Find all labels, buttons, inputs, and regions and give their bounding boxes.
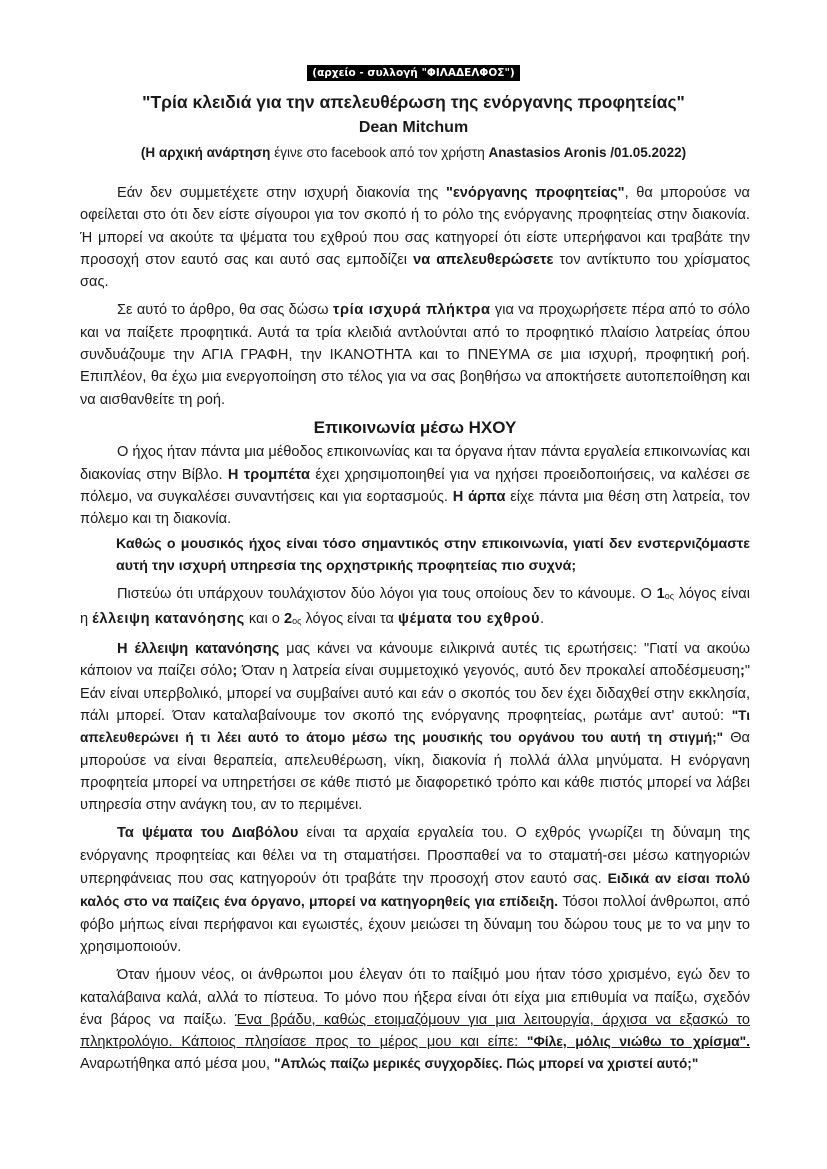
paragraph-5: [80, 638, 750, 816]
archive-label: [0, 63, 827, 81]
text-run: Τόσοι πολλοί άνθρωποι, από φόβο μήπως είναι περήφανοι και εγωιστές, έχουν μειώσει τη δύναμη του δώρου τους με το να μην το χρησιμοποιούν.: [80, 894, 751, 955]
text-run-bold: Τα ψέματα του Διαβόλου: [117, 825, 299, 842]
text-run-bold: να απελευθερώσετε: [413, 251, 554, 268]
source-line: [0, 145, 827, 160]
text-run-underlined: Ένα βράδυ, καθώς ετοιμαζόμουν για μια λειτουργία, άρχισα να εξασκώ το πληκτρολόγιο. Κάποιος πλησίασε προς το μέρος μου και είπε:: [80, 1011, 750, 1051]
text-run: τον αντίκτυπο του χρίσματος σας.: [80, 251, 750, 291]
text-run-bold: "Απλώς παίζω μερικές συγχορδίες. Πώς μπορεί να χριστεί αυτό;": [274, 1056, 699, 1072]
text-run-bold: ;: [232, 663, 238, 680]
text-run: Εάν δεν συμμετέχετε στην ισχυρή διακονία της: [117, 185, 446, 201]
text-run-bold: ψέματα του εχθρού: [398, 610, 541, 627]
text-run-bold: Η έλλειψη κατανόησης: [117, 641, 280, 658]
text-run: Θα μπορούσε να είναι θεραπεία, απελευθέρωση, νίκη, διακονία ή πολλά άλλα μηνύματα. Η ενόργανη προφητεία μπορεί να υπηρετήσει σε κάθε πιστό με διαφορετικό τρόπο και κάθε πιστός μπορεί να λάβει υπηρεσία στην ανάγκη του, αν το περιμένει.: [80, 730, 750, 814]
text-run-bold: "Τι απελευθερώνει ή τι λέει αυτό το άτομο μέσω της μουσικής του οργάνου του αυτή τη στιγμή;": [80, 707, 750, 746]
text-run: λόγος είναι η: [80, 586, 750, 627]
text-run: Σε αυτό το άρθρο, θα σας δώσω: [117, 302, 333, 319]
paragraph-2: [80, 299, 750, 410]
source-part: έγινε στο facebook από τον χρήστη: [270, 145, 489, 160]
text-run: Όταν ήμουν νέος, οι άνθρωποι μου έλεγαν ότι το παίξιμό μου ήταν τόσο χρισμένο, εγώ δεν το καταλάβαινα καλά, αλλά το πίστευα. Το μόνο που ήξερα είναι ότι είχα μια επιθυμία να παίξω, σχεδόν ένα βάρος να παίξω.: [80, 967, 750, 1028]
author-name: Dean Mitchum: [358, 119, 469, 136]
text-run-bold: Η άρπα: [452, 488, 506, 505]
source-part: Anastasios Aronis /01.05.2022): [488, 145, 687, 160]
text-run: Αναρωτήθηκα από μέσα μου,: [80, 1056, 275, 1073]
ordinal-suffix: ος: [664, 591, 675, 602]
text-run: Όταν η λατρεία είναι συμμετοχικό γεγονός, αυτό δεν προκαλεί αποδέσμευση: [237, 663, 740, 680]
section-heading: Επικοινωνία μέσω ΗΧΟΥ: [313, 417, 517, 437]
text-run: Πιστεύω ότι υπάρχουν τουλάχιστον δύο λόγοι για τους οποίους δεν το κάνουμε. Ο: [117, 586, 657, 603]
paragraph-4: [80, 583, 750, 632]
text-run: " Εάν είναι υπερβολικό, μπορεί να συμβαίνει αυτό και εάν ο σκοπός του δεν έχει διδαχθεί στην εκκλησία, πάλι μπορεί. Όταν καταλαβαίνουμε τον σκοπό της ενόργανης προφητείας, ρωτάμε αντ' αυτού:: [80, 663, 750, 724]
text-run: και ο: [244, 610, 284, 627]
paragraph-6: [80, 822, 750, 958]
text-run-bold: ;: [739, 663, 745, 680]
article-body: [80, 182, 750, 1082]
text-run: είναι τα αρχαία εργαλεία του. Ο εχθρός γνωρίζει τη δύναμη της ενόργανης προφητείας και θέλει να τη σταματήσει. Προσπαθεί να το σταματή-σει μέσω κατηγοριών υπερηφάνειας που σας κατηγορούν ότι τραβάτε την προσοχή στον εαυτό σας.: [80, 825, 750, 888]
text-run: Ο ήχος ήταν πάντα μια μέθοδος επικοινωνίας και τα όργανα ήταν πάντα εργαλεία επικοινωνίας και διακονίας στην Βίβλο.: [80, 444, 750, 483]
text-run-bold: Η τρομπέτα: [227, 466, 310, 483]
ordinal-suffix: ος: [292, 615, 302, 626]
document-title: "Τρία κλειδιά για την απελευθέρωση της ενόργανης προφητείας": [142, 92, 685, 112]
text-run: .: [540, 610, 545, 627]
text-run-bold: τρία ισχυρά πλήκτρα: [332, 302, 491, 319]
text-run: είχε πάντα μια θέση στη λατρεία, τον πόλεμο και τη διακονία.: [80, 488, 750, 528]
source-part: (Η: [140, 145, 159, 160]
highlight-quote: Καθώς ο μουσικός ήχος είναι τόσο σημαντικός στην επικοινωνία, γιατί δεν ενστερνιζόμαστε αυτή την ισχυρή υπηρεσία της ορχηστρικής προφητείας πιο συχνά;: [116, 536, 750, 574]
text-run-bold: "ενόργανης προφητείας": [445, 185, 625, 201]
text-run-bold: έλλειψη κατανόησης: [92, 610, 245, 627]
paragraph-1: [80, 182, 750, 293]
archive-label-text: (αρχείο - συλλογή "ΦΙΛΑΔΕΛΦΟΣ"): [307, 65, 519, 81]
ordinal-number: 2: [283, 610, 293, 627]
text-run-bold-underlined: "Φίλε, μόλις νιώθω το χρίσμα".: [526, 1034, 750, 1050]
text-run: λόγος είναι τα: [301, 610, 398, 627]
text-run: για να προχωρήσετε πέρα από το σόλο και να παίξετε προφητικά. Αυτά τα τρία κλειδιά αντλούνται από το προφητικό πλαίσιο λατρείας όπου συνδυάζουμε την ΑΓΙΑ ΓΡΑΦΗ, την ΙΚΑΝΟΤΗΤΑ και το ΠΝΕΥΜΑ σε μια ισχυρή, προφητική ροή. Επιπλέον, θα έχω μια ενεργοποίηση στο τέλος για να σας βοηθήσω να αποκτήσετε αυτοπεποίθηση και να αισθανθείτε τη ροή.: [80, 302, 751, 408]
text-run-bold: Ειδικά αν είσαι πολύ καλός στο να παίζεις ένα όργανο, μπορεί να κατηγορηθείς για επίδειξη.: [80, 870, 751, 910]
text-run: έχει χρησιμοποιηθεί για να ηχήσει προειδοποιήσεις, να καλέσει σε πόλεμο, να συγκαλέσει συναντήσεις και για εορτασμούς.: [80, 466, 751, 505]
paragraph-3: [80, 441, 750, 530]
paragraph-7: [80, 964, 750, 1075]
text-run: μας κάνει να κάνουμε ειλικρινά αυτές τις ερωτήσεις: "Γιατί να ακούω κάποιον να παίζει σόλο: [80, 641, 750, 680]
text-run: , θα μπορούσε να οφείλεται στο ότι δεν είστε σίγουροι για τον σκοπό ή το ρόλο της ενόργανης προφητείας στην διακονία. Ή μπορεί να ακούτε τα ψέματα του εχθρού που σας κατηγορεί ότι είστε υπερήφανοι και τραβάτε την προσοχή στον εαυτό σας και αυτό σας εμποδίζει: [80, 185, 750, 268]
ordinal-number: 1: [656, 586, 665, 603]
source-part: αρχική ανάρτηση: [158, 145, 271, 160]
